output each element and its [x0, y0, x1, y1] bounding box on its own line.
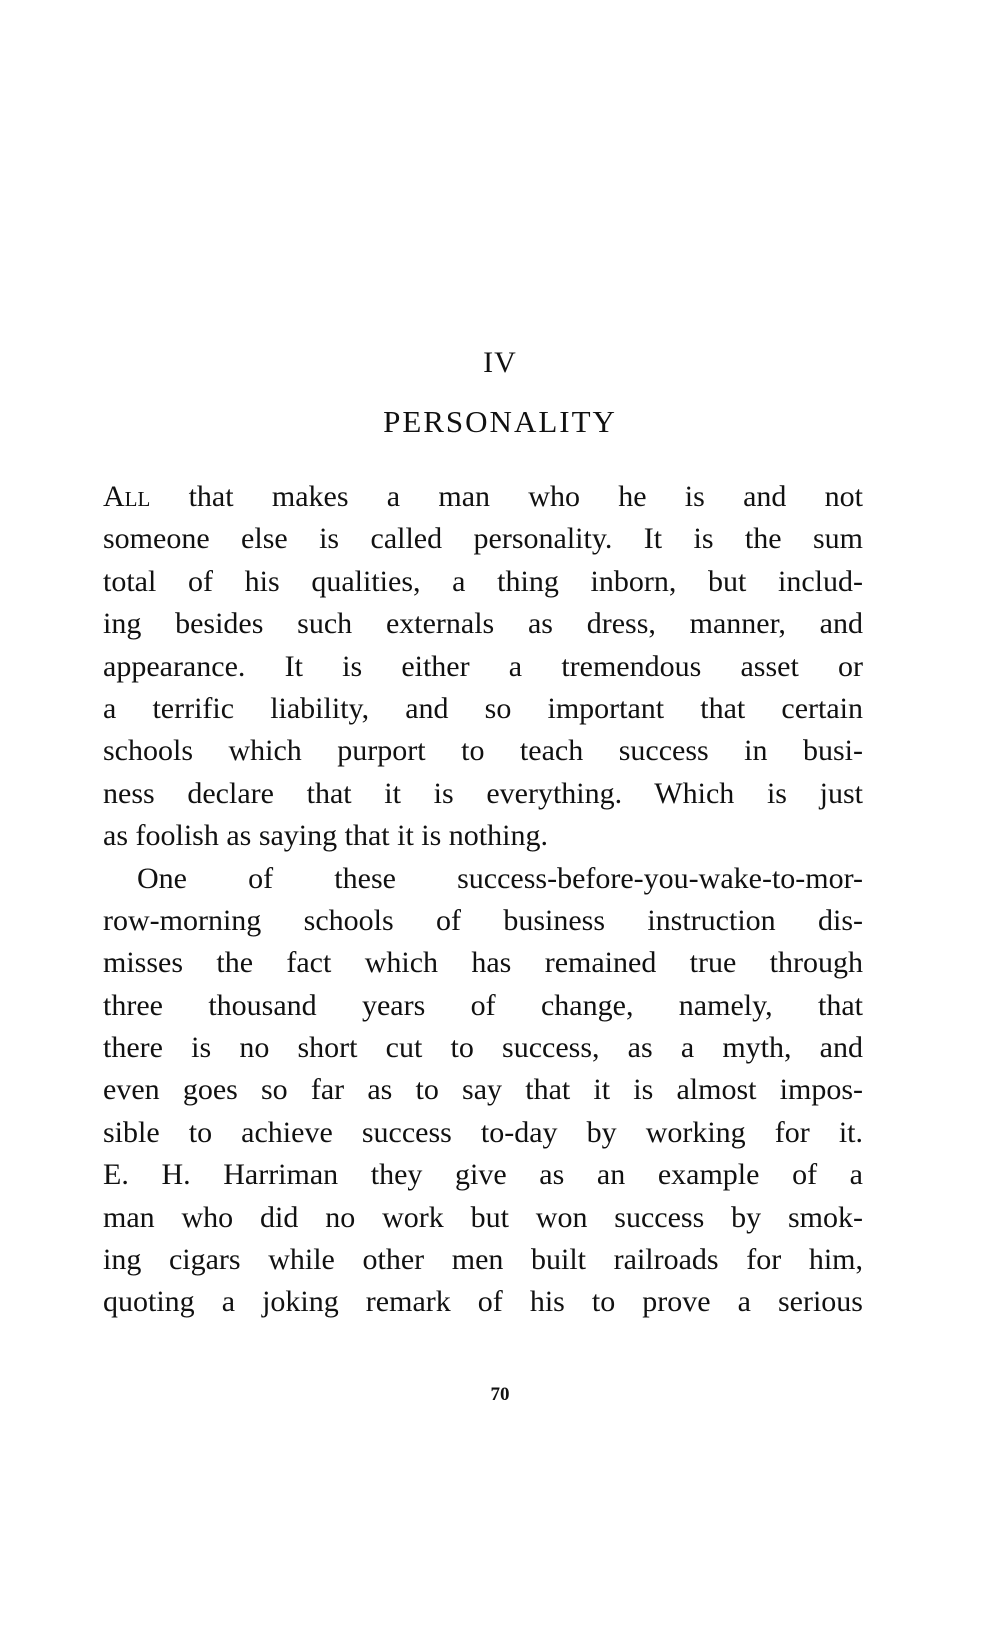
text-line: ing besides such externals as dress, manner, and	[103, 607, 863, 641]
text-line: even goes so far as to say that it is almost impos-	[103, 1073, 863, 1107]
text-line: appearance. It is either a tremendous asset or	[103, 649, 863, 683]
text-line: there is no short cut to success, as a myth, and	[103, 1031, 863, 1065]
text-line: someone else is called personality. It is the sum	[103, 522, 863, 556]
body-text	[103, 476, 863, 1324]
text-line: sible to achieve success to-day by working for it.	[103, 1115, 863, 1149]
page-number: 70	[490, 1384, 510, 1405]
text-line: three thousand years of change, namely, that	[103, 988, 863, 1022]
text-line: E. H. Harriman they give as an example of a	[103, 1158, 863, 1192]
text-line: One of these success-before-you-wake-to-mor-	[137, 861, 863, 895]
text-line: as foolish as saying that it is nothing.	[103, 819, 548, 853]
text-line: quoting a joking remark of his to prove a serious	[103, 1285, 863, 1319]
text-line: man who did no work but won success by smok-	[103, 1200, 863, 1234]
text-line: schools which purport to teach success in busi-	[103, 734, 863, 768]
chapter-title: PERSONALITY	[383, 404, 617, 439]
text-line: a terrific liability, and so important that certain	[103, 691, 863, 725]
text-line: row-morning schools of business instruction dis-	[103, 903, 863, 937]
chapter-number: IV	[483, 346, 517, 379]
text-line: All that makes a man who he is and not	[103, 480, 863, 513]
text-line: ing cigars while other men built railroads for him,	[103, 1243, 863, 1277]
text-line: total of his qualities, a thing inborn, but includ-	[103, 564, 863, 598]
lead-word: All	[103, 480, 151, 513]
text-line: misses the fact which has remained true through	[103, 946, 863, 980]
text-line: ness declare that it is everything. Which is just	[103, 776, 863, 810]
